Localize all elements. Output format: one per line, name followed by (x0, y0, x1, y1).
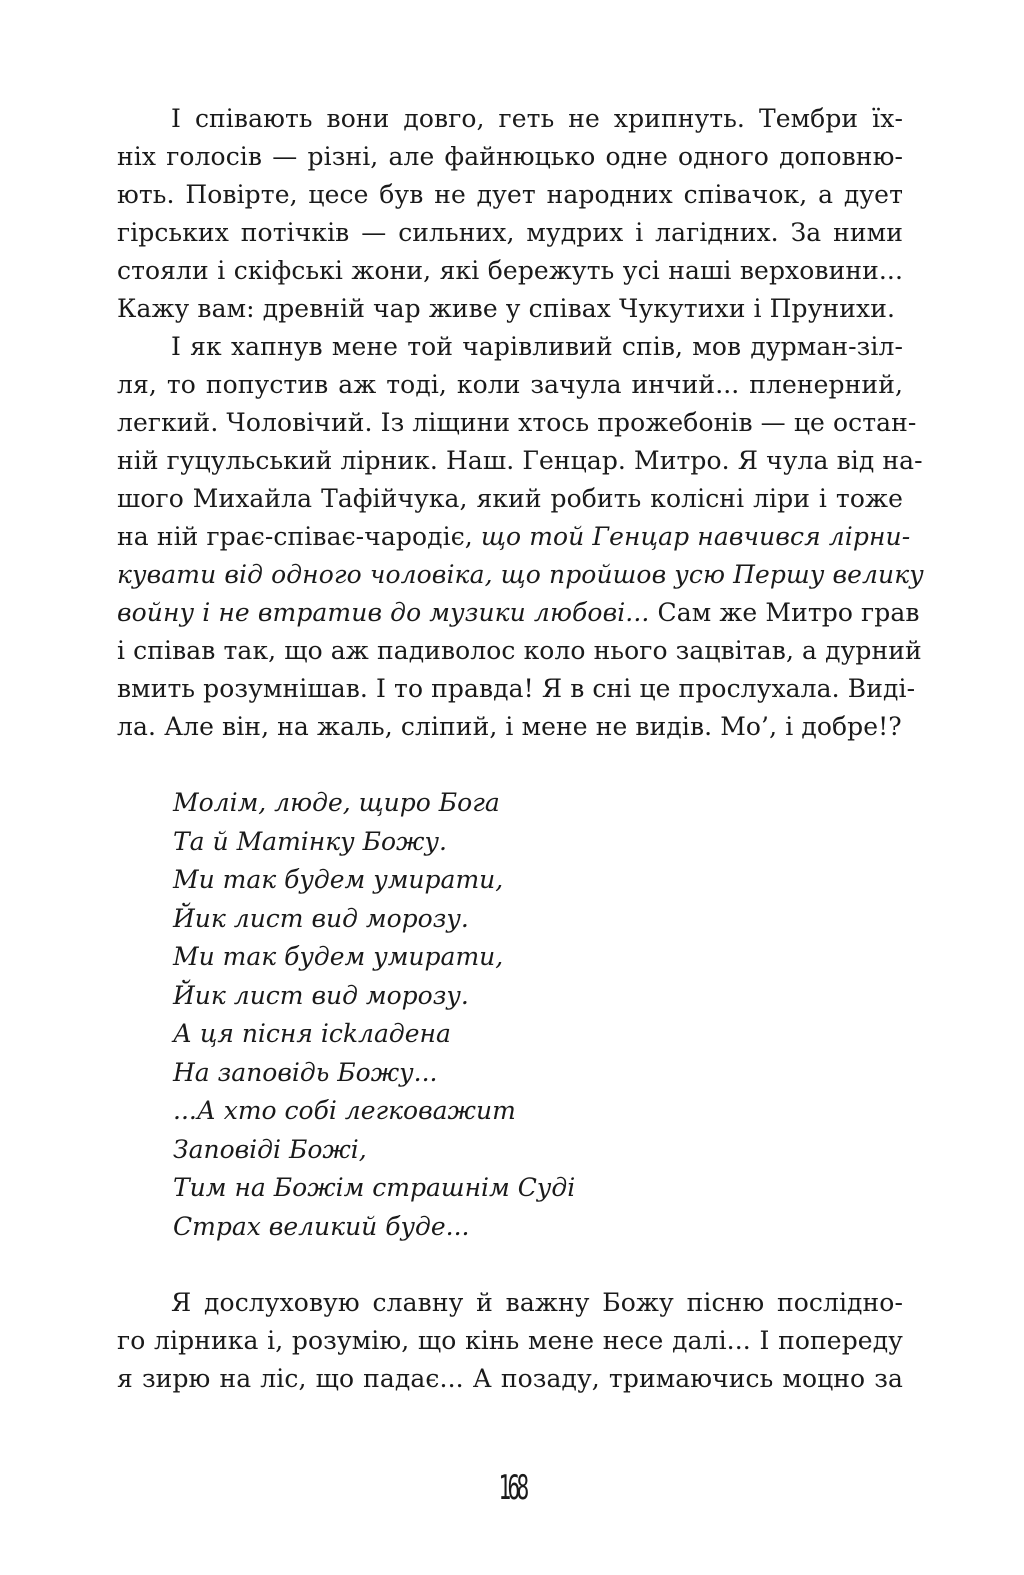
paragraph-1 (117, 100, 903, 328)
text-line: І як хапнув мене той чарівливий спів, мов дурман-зіл- (171, 332, 903, 361)
poem-stanza (117, 784, 903, 1246)
text-line: гірських потічків — сильних, мудрих і лагідних. За ними (117, 218, 903, 247)
poem-line: На заповідь Божу... (173, 1057, 438, 1087)
poem-line: Заповіді Божі, (173, 1134, 367, 1164)
text-line (117, 594, 920, 632)
text-line: І співають вони довго, геть не хрипнуть. Тембри їх- (171, 104, 903, 133)
poem-line: Йик лист вид морозу. (173, 903, 469, 933)
italic-text-line: кувати від одного чоловіка, що пройшов усю Першу велику (117, 560, 924, 589)
text-line: ля, то попустив аж тоді, коли зачула инчий... пленерний, (117, 370, 903, 399)
paragraph-3 (117, 1284, 903, 1398)
page-number: 168 (498, 1468, 526, 1508)
text-line: шого Михайла Тафійчука, який робить колісні ліри і тоже (117, 484, 903, 513)
text-line: і співав так, що аж падиволос коло нього зацвітав, а дурний (117, 636, 922, 665)
book-page (117, 100, 924, 1398)
poem-line: Та й Матінку Божу. (173, 826, 447, 856)
italic-segment: що той Генцар навчився лірни- (480, 522, 911, 551)
italic-segment: войну і не втратив до музики любові... (117, 598, 650, 627)
text-line: я зирю на ліс, що падає... А позаду, тримаючись моцно за (117, 1364, 903, 1393)
poem-line: Страх великий буде... (173, 1211, 470, 1241)
text-segment: Сам же Митро грав (649, 598, 920, 627)
poem-line: Йик лист вид морозу. (173, 980, 469, 1010)
text-line: ла. Але він, на жаль, сліпий, і мене не видів. Мо’, і добре!? (117, 712, 902, 741)
text-line: ній гуцульський лірник. Наш. Генцар. Митро. Я чула від на- (117, 446, 923, 475)
text-line: вмить розумнішав. І то правда! Я в сні це прослухала. Виді- (117, 674, 916, 703)
poem-line: ...А хто собі легковажит (173, 1096, 516, 1125)
paragraph-2 (117, 328, 924, 746)
text-line: го лірника і, розумію, що кінь мене несе далі... І попереду (117, 1326, 903, 1355)
text-line: Кажу вам: древній чар живе у співах Чукутихи і Прунихи. (117, 294, 895, 323)
poem-line: А ця пісня ісkладена (173, 1019, 451, 1048)
poem-line: Ми так будем умирати, (173, 865, 504, 894)
text-line: Я дослуховую славну й важну Божу пісню послідно- (171, 1288, 903, 1317)
poem-line: Ми так будем умирати, (173, 942, 504, 971)
text-line: стояли і скіфські жони, які бережуть усі наші верховини... (117, 256, 903, 285)
poem-line: Тим на Божім страшнім Суді (173, 1173, 576, 1202)
text-segment: на ній грає-співає-чародіє, (117, 522, 481, 551)
text-line (117, 518, 911, 556)
poem-line: Молім, люде, щиро Бога (173, 788, 500, 817)
stanza-spacer (117, 746, 903, 784)
text-line: ніх голосів — різні, але файнюцько одне одного доповню- (117, 142, 903, 171)
text-line: ють. Повірте, цесе був не дует народних співачок, а дует (117, 180, 903, 209)
stanza-spacer (117, 1246, 903, 1284)
text-line: легкий. Чоловічий. Із ліщини хтось прожебонів — це остан- (117, 408, 917, 437)
